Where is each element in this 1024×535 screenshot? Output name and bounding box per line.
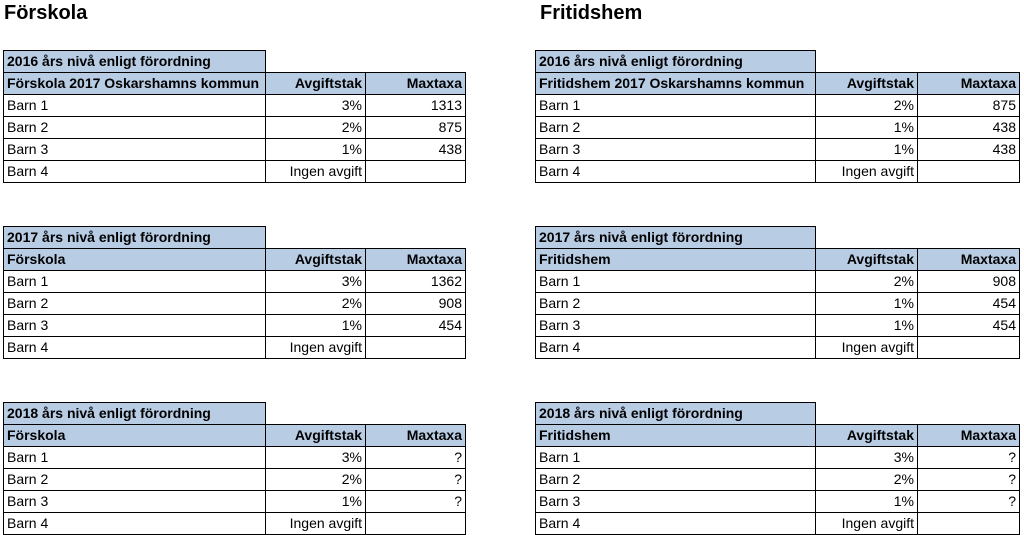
table-caption: 2017 års nivå enligt förordning	[4, 227, 266, 249]
row-label: Barn 3	[4, 139, 266, 161]
row-label: Barn 3	[536, 315, 816, 337]
section-title-fritidshem: Fritidshem	[540, 2, 643, 24]
maxtaxa-cell	[918, 513, 1020, 535]
empty-cell	[918, 403, 1020, 425]
column-header: Fritidshem	[536, 425, 816, 447]
row-label: Barn 4	[4, 161, 266, 183]
maxtaxa-cell	[366, 161, 466, 183]
row-label: Barn 1	[536, 447, 816, 469]
row-label: Barn 3	[536, 491, 816, 513]
avgiftstak-cell: 2%	[266, 117, 366, 139]
avgiftstak-cell: Ingen avgift	[816, 161, 918, 183]
table-row	[4, 271, 466, 293]
column-header: Fritidshem 2017 Oskarshamns kommun	[536, 73, 816, 95]
column-header: Maxtaxa	[366, 425, 466, 447]
column-header: Maxtaxa	[918, 73, 1020, 95]
maxtaxa-cell: ?	[366, 491, 466, 513]
maxtaxa-cell: 454	[918, 315, 1020, 337]
row-label: Barn 4	[4, 513, 266, 535]
avgiftstak-cell: 2%	[266, 469, 366, 491]
row-label: Barn 2	[4, 293, 266, 315]
maxtaxa-cell: ?	[918, 491, 1020, 513]
empty-cell	[918, 51, 1020, 73]
maxtaxa-cell: ?	[918, 469, 1020, 491]
row-label: Barn 2	[4, 469, 266, 491]
row-label: Barn 4	[536, 337, 816, 359]
empty-cell	[816, 227, 918, 249]
row-label: Barn 1	[4, 447, 266, 469]
empty-cell	[366, 227, 466, 249]
section-title-forskola: Förskola	[4, 2, 88, 24]
maxtaxa-cell: 875	[918, 95, 1020, 117]
avgiftstak-cell: 2%	[816, 271, 918, 293]
table-row	[4, 95, 466, 117]
row-label: Barn 2	[4, 117, 266, 139]
maxtaxa-cell: 1313	[366, 95, 466, 117]
row-label: Barn 1	[536, 271, 816, 293]
avgiftstak-cell: Ingen avgift	[266, 161, 366, 183]
table-caption: 2018 års nivå enligt förordning	[536, 403, 816, 425]
avgiftstak-cell: 1%	[816, 491, 918, 513]
empty-cell	[816, 403, 918, 425]
table-forskola-1	[3, 50, 466, 183]
row-label: Barn 1	[4, 95, 266, 117]
maxtaxa-cell: 1362	[366, 271, 466, 293]
maxtaxa-cell	[366, 337, 466, 359]
maxtaxa-cell	[918, 161, 1020, 183]
column-header: Förskola	[4, 249, 266, 271]
table-row	[536, 139, 1020, 161]
avgiftstak-cell: 3%	[266, 447, 366, 469]
column-header: Avgiftstak	[816, 425, 918, 447]
column-header: Maxtaxa	[918, 425, 1020, 447]
avgiftstak-cell: 2%	[816, 469, 918, 491]
table-row	[536, 95, 1020, 117]
column-header: Fritidshem	[536, 249, 816, 271]
table-row	[4, 139, 466, 161]
table-row	[536, 117, 1020, 139]
maxtaxa-cell: 908	[918, 271, 1020, 293]
column-header: Förskola 2017 Oskarshamns kommun	[4, 73, 266, 95]
empty-cell	[266, 403, 366, 425]
table-row	[4, 293, 466, 315]
empty-cell	[918, 227, 1020, 249]
maxtaxa-cell: 438	[918, 139, 1020, 161]
table-row	[536, 469, 1020, 491]
avgiftstak-cell: 3%	[816, 447, 918, 469]
avgiftstak-cell: 1%	[816, 315, 918, 337]
maxtaxa-cell: 438	[918, 117, 1020, 139]
empty-cell	[366, 403, 466, 425]
avgiftstak-cell: 2%	[816, 95, 918, 117]
empty-cell	[816, 51, 918, 73]
avgiftstak-cell: 1%	[816, 139, 918, 161]
table-caption: 2016 års nivå enligt förordning	[536, 51, 816, 73]
table-row	[536, 491, 1020, 513]
avgiftstak-cell: 1%	[266, 139, 366, 161]
row-label: Barn 2	[536, 117, 816, 139]
table-row	[4, 447, 466, 469]
column-header: Avgiftstak	[816, 73, 918, 95]
empty-cell	[266, 51, 366, 73]
maxtaxa-cell: 875	[366, 117, 466, 139]
maxtaxa-cell: 454	[366, 315, 466, 337]
avgiftstak-cell: 3%	[266, 95, 366, 117]
column-header: Avgiftstak	[266, 425, 366, 447]
table-row	[536, 513, 1020, 535]
avgiftstak-cell: 1%	[266, 491, 366, 513]
row-label: Barn 3	[4, 491, 266, 513]
avgiftstak-cell: Ingen avgift	[816, 513, 918, 535]
avgiftstak-cell: 1%	[266, 315, 366, 337]
table-fritidshem-1	[535, 50, 1020, 183]
table-forskola-3	[3, 402, 466, 535]
table-row	[536, 337, 1020, 359]
avgiftstak-cell: Ingen avgift	[266, 513, 366, 535]
avgiftstak-cell: 3%	[266, 271, 366, 293]
maxtaxa-cell: ?	[366, 447, 466, 469]
row-label: Barn 2	[536, 293, 816, 315]
table-row	[4, 337, 466, 359]
maxtaxa-cell: 454	[918, 293, 1020, 315]
avgiftstak-cell: 2%	[266, 293, 366, 315]
row-label: Barn 3	[536, 139, 816, 161]
table-row	[4, 491, 466, 513]
maxtaxa-cell: 438	[366, 139, 466, 161]
column-header: Avgiftstak	[266, 249, 366, 271]
empty-cell	[266, 227, 366, 249]
table-row	[4, 161, 466, 183]
row-label: Barn 1	[536, 95, 816, 117]
table-row	[536, 447, 1020, 469]
table-forskola-2	[3, 226, 466, 359]
table-caption: 2016 års nivå enligt förordning	[4, 51, 266, 73]
row-label: Barn 4	[536, 161, 816, 183]
avgiftstak-cell: Ingen avgift	[816, 337, 918, 359]
avgiftstak-cell: 1%	[816, 117, 918, 139]
table-fritidshem-2	[535, 226, 1020, 359]
column-header: Avgiftstak	[816, 249, 918, 271]
row-label: Barn 4	[536, 513, 816, 535]
table-row	[536, 161, 1020, 183]
row-label: Barn 1	[4, 271, 266, 293]
table-row	[536, 315, 1020, 337]
maxtaxa-cell: ?	[366, 469, 466, 491]
column-header: Maxtaxa	[366, 73, 466, 95]
table-row	[4, 117, 466, 139]
maxtaxa-cell	[366, 513, 466, 535]
column-header: Maxtaxa	[918, 249, 1020, 271]
table-row	[4, 315, 466, 337]
table-fritidshem-3	[535, 402, 1020, 535]
empty-cell	[366, 51, 466, 73]
column-header: Maxtaxa	[366, 249, 466, 271]
table-caption: 2018 års nivå enligt förordning	[4, 403, 266, 425]
maxtaxa-cell	[918, 337, 1020, 359]
row-label: Barn 4	[4, 337, 266, 359]
column-header: Avgiftstak	[266, 73, 366, 95]
avgiftstak-cell: 1%	[816, 293, 918, 315]
row-label: Barn 2	[536, 469, 816, 491]
table-row	[536, 293, 1020, 315]
column-header: Förskola	[4, 425, 266, 447]
table-caption: 2017 års nivå enligt förordning	[536, 227, 816, 249]
table-row	[4, 513, 466, 535]
maxtaxa-cell: 908	[366, 293, 466, 315]
table-row	[536, 271, 1020, 293]
table-row	[4, 469, 466, 491]
maxtaxa-cell: ?	[918, 447, 1020, 469]
row-label: Barn 3	[4, 315, 266, 337]
avgiftstak-cell: Ingen avgift	[266, 337, 366, 359]
